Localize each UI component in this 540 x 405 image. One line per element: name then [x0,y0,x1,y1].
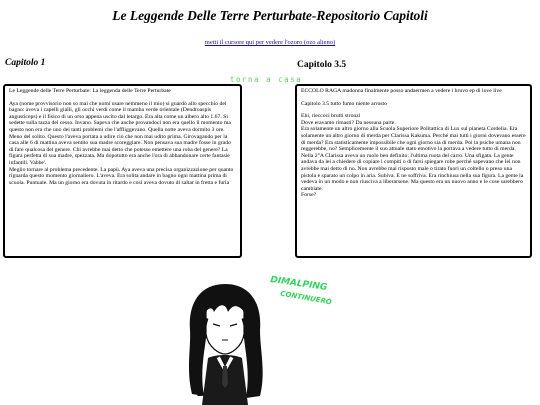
handwritten-note-line-1: DIMALPING [269,275,328,293]
chapter-1-body: Aya (nome provvisorio non so mai che nomi usare nemmeno il mio) si guardò allo specchio del bagno: aveva i capelli gialli, gli occhi verdi come il mamba verde orientale (Dendroaspis angusticeps) e il fisico di un orso appena uscito dal letargo. Era alta come un albero alto 1.67. Si sedette sulla tazza del cesso. Invano. Sapeva che anche provandoci non era quello il momento ma questo non era che uno dei tanti problemi che l'affliggevano. Quella notte aveva dormito 3 ore. Meno del solito. Questo l'aveva portata a udire ciò che non mai udito prima. Girovagando per la casa alle 6 di mattina aveva sentito sua madre scoreggiare. Non pensava sua madre fosse in grado di fare qualcosa del genere. Chi avrebbe mai detto che potesse emettere una roba del genere? La figura perfetta di sua madre, spezzata. Ma dopotutto era anche l'ora di abbandonare certe fantasie infantili. Vabbe'. Meglio tornare al problema precedente. La papù. Aya aveva una precisa organizzazione per quanto riguarda questo momento giornaliero. L'aveva. Era solita andare in bagno ogni mattina prima di scuola. Puntuale. Ma un giorno era dovuta in ritardo e così aveva dovuto di saltar in fretta e furia [9,100,234,186]
character-tie [222,366,228,388]
character-face [206,302,244,355]
chapter-1-title-line: Le Leggende delle Terre Perturbate: La leggenda delle Terre Perturbate [9,88,171,94]
chapter-3-5-subtitle: Capitolo 3.5 tutto fumo niente arrosto [301,100,387,107]
page-title: Le Leggende Delle Terre Perturbate-Repositorio Capitoli [112,8,428,23]
handwritten-note-line-2: CONTINUERÒ [279,289,333,307]
chapter-1-text-box[interactable] [3,84,242,258]
return-home-link[interactable]: torna a casa [230,75,303,84]
chapter-heading-left: Capitolo 1 [5,58,46,68]
chapter-3-5-text-box[interactable] [295,84,532,258]
character-drawing [170,278,280,405]
chapter-heading-right: Capitolo 3.5 [297,60,347,70]
hover-hint-link[interactable]: metti il cursore qui per vedere l'ozoro (ozo alieno) [204,39,336,46]
chapter-3-5-body: Ehi, rieccoci brutti stronzi Dove eravamo rimasti? Da nessuna parte. Era solamente un altro giorno alla Scuola Superiore Politattica di Lux sul pianeta Cordelia. Era solamente un altro giorno di merda per Clarissa Kakuma. Perché mai tutti i giorni dovevano essere di merda? Era statisticamente impossibile che ogni giorno sia di merda. Poi la psiche umana non reggerebbe, no? Semplicemente il suo attuale stato emotivo la portava a vedere tutto di merda. Nella 2°A Clarissa aveva un ruolo ben definito: l'ultima ruota del carro. Una sfigata. La gente andava da lei a chiedere di copiare i compiti o di farsi spiegare robe perché sapevano che lei non avrebbe mai detto di no. Non avrebbe mai risposto male o tirato fuori un coltello o preso una pistola e sparato un colpo in aria. Subiva. E ne soffriva. Era rinchiusa nella sua figura. La gente la vedeva in un modo e non riusciva a liberarsene. Ma questo era un nuovo anno e le cose sarebbero cambiate. Forse? [301,113,526,199]
chapter-3-5-intro-note: ECCOLO RAGA madonna finalmente posso andaermen a vedere i hruvo ep di love live [301,88,502,94]
